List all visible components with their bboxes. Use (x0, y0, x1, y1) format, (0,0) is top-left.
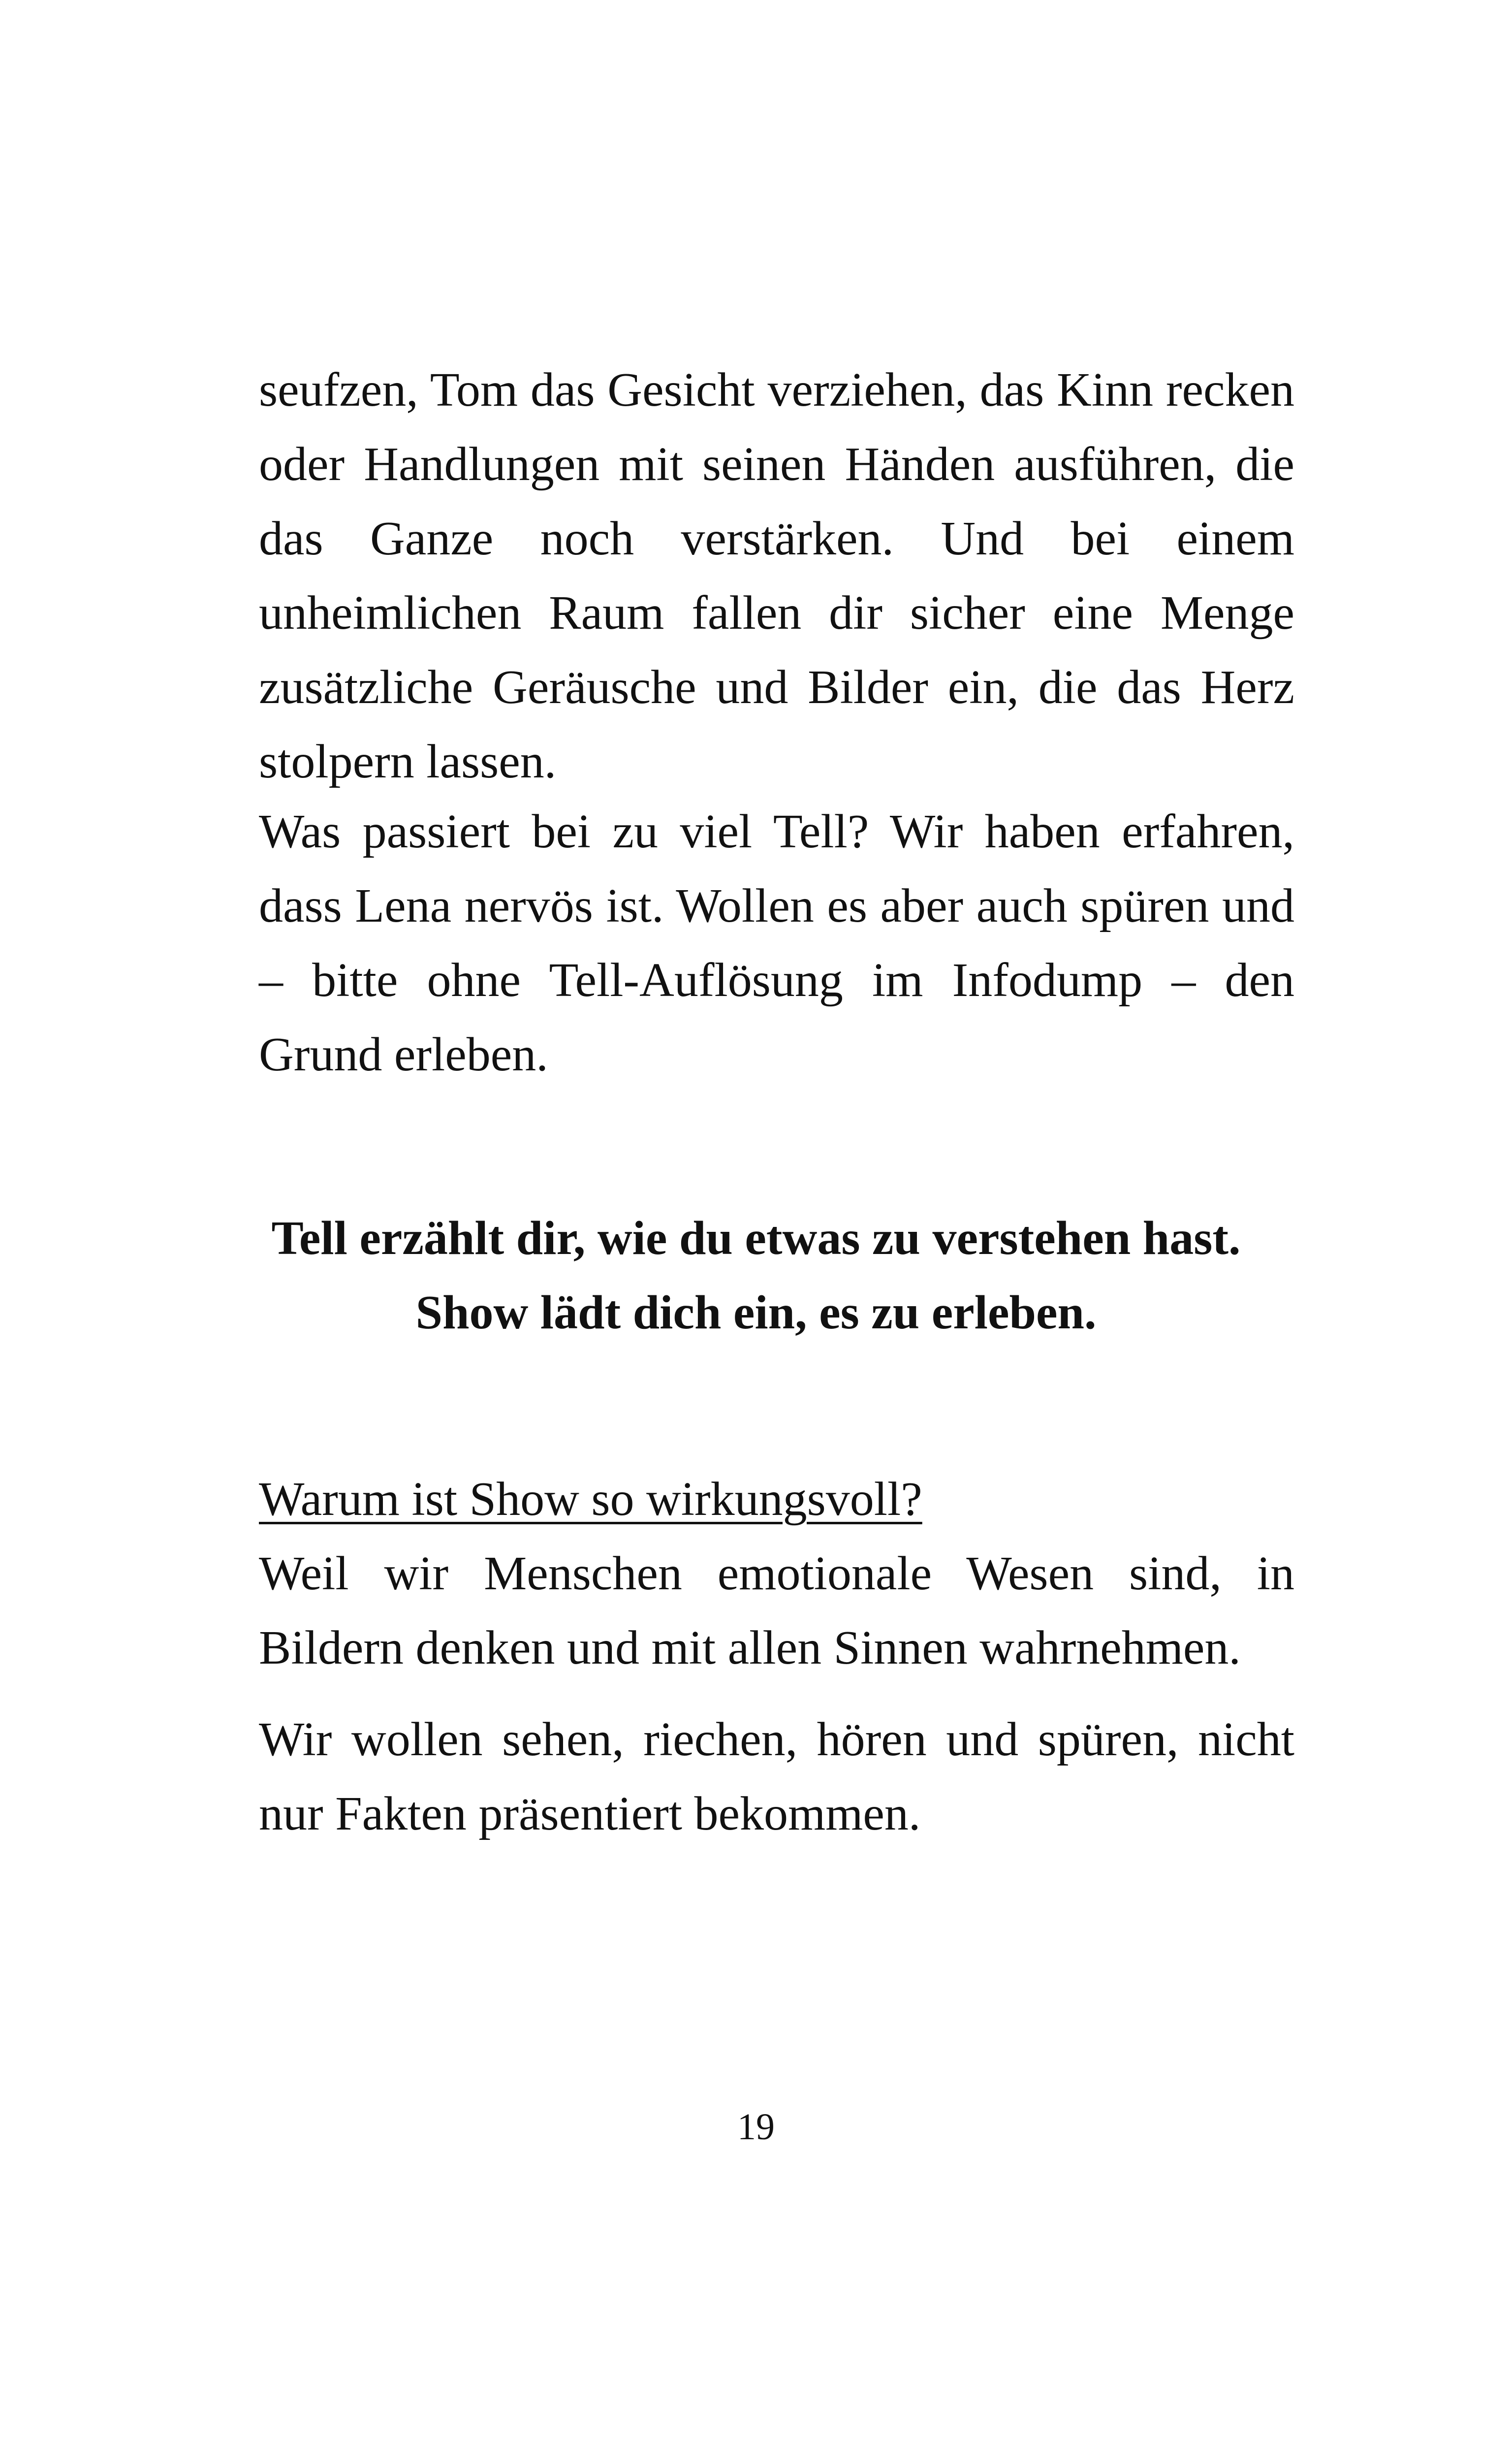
quote-line-1: Tell erzählt dir, wie du etwas zu verstehen hast. (271, 1212, 1241, 1265)
highlighted-quote (197, 1201, 1315, 1350)
section-subheading: Warum ist Show so wirkungsvoll? (259, 1473, 922, 1526)
quote-line-2: Show lädt dich ein, es zu erleben. (415, 1286, 1097, 1339)
paragraph-body-1: seufzen, Tom das Gesicht verziehen, das Kinn recken oder Handlungen mit seinen Händen ausführen, die das Ganze noch verstärken. Und bei einem unheimlichen Raum fallen dir sicher eine Menge zusätzliche Geräusche und Bilder ein, die das Herz stolpern lassen. (259, 363, 1294, 788)
paragraph-body-3: Weil wir Menschen emotionale Wesen sind, in Bildern denken und mit allen Sinnen wahrnehmen. (259, 1547, 1294, 1674)
section-why-show (259, 1462, 1294, 1685)
paragraph-body-2: Was passiert bei zu viel Tell? Wir haben erfahren, dass Lena nervös ist. Wollen es aber auch spüren und – bitte ohne Tell-Auflösung im Infodump – den Grund erleben. (259, 805, 1294, 1081)
paragraph-body-4: Wir wollen sehen, riechen, hören und spüren, nicht nur Fakten präsentiert bekommen. (259, 1713, 1294, 1840)
page-number: 19 (737, 2106, 775, 2148)
